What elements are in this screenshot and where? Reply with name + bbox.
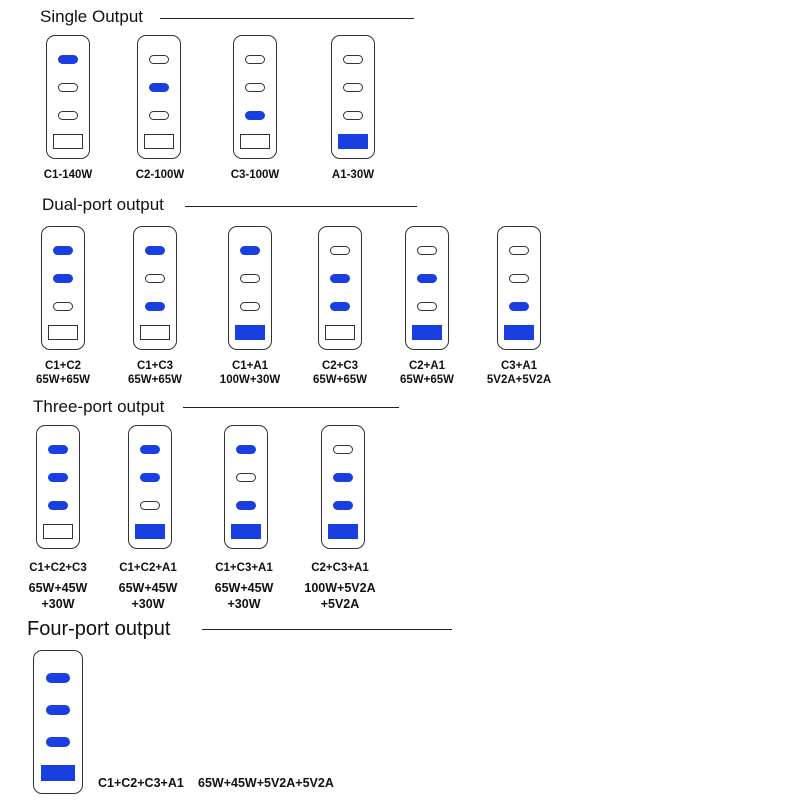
charger-single-2 (137, 35, 181, 159)
three-label-1: C1+C2+C3 65W+45W +30W (28, 562, 88, 611)
usb-c3-port-icon (140, 501, 160, 510)
single-label-4: A1-30W (331, 169, 375, 181)
dual-label-4: C2+C3 65W+65W (312, 360, 367, 386)
usb-c3-port-icon (236, 501, 256, 510)
charger-three-1 (36, 425, 80, 549)
three-label-3: C1+C3+A1 65W+45W +30W (214, 562, 274, 611)
usb-c1-port-icon (46, 673, 70, 683)
charger-three-4 (321, 425, 365, 549)
usb-c2-port-icon (149, 83, 169, 92)
usb-a1-port-icon (48, 325, 78, 340)
usb-c3-port-icon (46, 737, 70, 747)
three-output-title: Three-port output (33, 397, 165, 416)
usb-c2-port-icon (236, 473, 256, 482)
usb-c3-port-icon (53, 302, 73, 311)
usb-c2-port-icon (48, 473, 68, 482)
dual-label-6: C3+A1 5V2A+5V2A (486, 360, 552, 386)
usb-a1-port-icon (53, 134, 83, 149)
usb-c1-port-icon (48, 445, 68, 454)
usb-a1-port-icon (504, 325, 534, 340)
three-output-rule (183, 407, 399, 408)
usb-c1-port-icon (333, 445, 353, 454)
usb-a1-port-icon (43, 524, 73, 539)
usb-c2-port-icon (343, 83, 363, 92)
charger-single-4 (331, 35, 375, 159)
dual-output-rule (185, 206, 417, 207)
single-output-title: Single Output (40, 7, 144, 26)
usb-a1-port-icon (140, 325, 170, 340)
usb-c1-port-icon (140, 445, 160, 454)
usb-c3-port-icon (343, 111, 363, 120)
four-label-power: 65W+45W+5V2A+5V2A (198, 776, 334, 790)
usb-c2-port-icon (140, 473, 160, 482)
usb-c2-port-icon (240, 274, 260, 283)
single-output-rule (160, 18, 414, 19)
usb-c1-port-icon (509, 246, 529, 255)
usb-c1-port-icon (245, 55, 265, 64)
usb-a1-port-icon (41, 765, 75, 781)
usb-a1-port-icon (240, 134, 270, 149)
usb-c1-port-icon (58, 55, 78, 64)
usb-a1-port-icon (231, 524, 261, 539)
single-label-2: C2-100W (135, 169, 185, 181)
charger-single-1 (46, 35, 90, 159)
usb-c3-port-icon (245, 111, 265, 120)
usb-c3-port-icon (145, 302, 165, 311)
usb-c1-port-icon (149, 55, 169, 64)
usb-c3-port-icon (48, 501, 68, 510)
usb-c3-port-icon (58, 111, 78, 120)
usb-c3-port-icon (330, 302, 350, 311)
dual-label-5: C2+A1 65W+65W (399, 360, 454, 386)
usb-c1-port-icon (145, 246, 165, 255)
four-label-combo: C1+C2+C3+A1 (98, 776, 184, 790)
charger-dual-5 (405, 226, 449, 350)
charger-four-1 (33, 650, 83, 794)
three-label-4: C2+C3+A1 100W+5V2A +5V2A (304, 562, 376, 611)
single-label-1: C1-140W (43, 169, 93, 181)
usb-a1-port-icon (338, 134, 368, 149)
dual-label-1: C1+C2 65W+65W (35, 360, 90, 386)
usb-c3-port-icon (333, 501, 353, 510)
charger-single-3 (233, 35, 277, 159)
single-label-3: C3-100W (230, 169, 280, 181)
charger-dual-1 (41, 226, 85, 350)
usb-a1-port-icon (144, 134, 174, 149)
three-label-2: C1+C2+A1 65W+45W +30W (118, 562, 178, 611)
usb-c2-port-icon (145, 274, 165, 283)
usb-c1-port-icon (236, 445, 256, 454)
charger-three-3 (224, 425, 268, 549)
charger-three-2 (128, 425, 172, 549)
charger-dual-3 (228, 226, 272, 350)
dual-label-3: C1+A1 100W+30W (219, 360, 281, 386)
charger-dual-4 (318, 226, 362, 350)
usb-c3-port-icon (509, 302, 529, 311)
usb-a1-port-icon (135, 524, 165, 539)
usb-c2-port-icon (333, 473, 353, 482)
usb-c2-port-icon (245, 83, 265, 92)
usb-c2-port-icon (417, 274, 437, 283)
usb-a1-port-icon (328, 524, 358, 539)
usb-c1-port-icon (53, 246, 73, 255)
usb-c2-port-icon (46, 705, 70, 715)
usb-c1-port-icon (343, 55, 363, 64)
charger-dual-6 (497, 226, 541, 350)
usb-c1-port-icon (240, 246, 260, 255)
usb-c3-port-icon (149, 111, 169, 120)
usb-c1-port-icon (417, 246, 437, 255)
charger-dual-2 (133, 226, 177, 350)
usb-c1-port-icon (330, 246, 350, 255)
dual-label-2: C1+C3 65W+65W (127, 360, 182, 386)
dual-output-title: Dual-port output (42, 195, 164, 214)
usb-c2-port-icon (509, 274, 529, 283)
usb-c2-port-icon (53, 274, 73, 283)
usb-c3-port-icon (240, 302, 260, 311)
usb-c2-port-icon (330, 274, 350, 283)
usb-a1-port-icon (412, 325, 442, 340)
four-output-rule (202, 629, 452, 630)
four-output-title: Four-port output (27, 618, 171, 640)
usb-a1-port-icon (235, 325, 265, 340)
usb-c3-port-icon (417, 302, 437, 311)
usb-c2-port-icon (58, 83, 78, 92)
usb-a1-port-icon (325, 325, 355, 340)
